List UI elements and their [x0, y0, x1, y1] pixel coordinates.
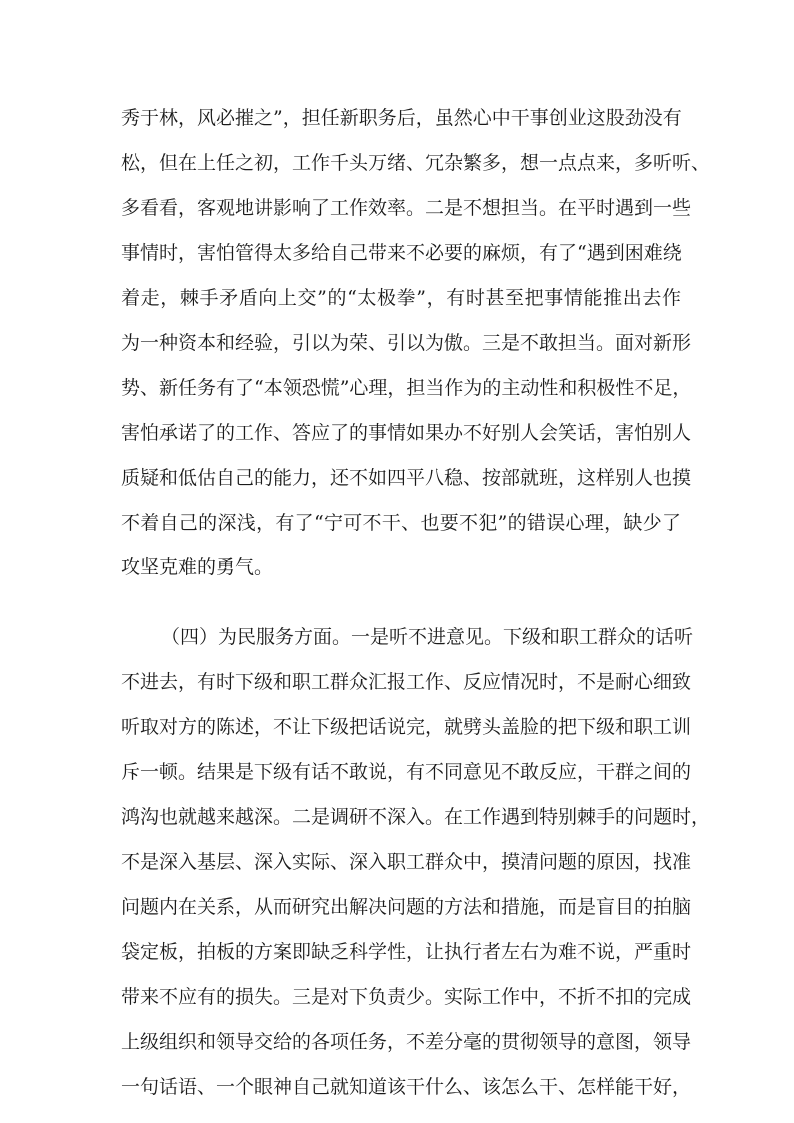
text-line: 松，但在上任之初，工作千头万绪、冗杂繁多，想一点点来，多听听、: [121, 152, 711, 174]
text-line: 着走，棘手矛盾向上交”的“太极拳”，有时甚至把事情能推出去作: [121, 287, 681, 309]
text-line: 不着自己的深浅，有了“宁可不干、也要不犯”的错误心理，缺少了: [121, 512, 681, 534]
text-line: 秀于林，风必摧之”，担任新职务后，虽然心中干事创业这股劲没有: [121, 107, 682, 129]
text-line: 上级组织和领导交给的各项任务，不差分毫的贯彻领导的意图，领导: [121, 1031, 692, 1053]
text-line: 斥一顿。结果是下级有话不敢说，有不同意见不敢反应，干群之间的: [121, 761, 692, 783]
text-line: 事情时，害怕管得太多给自己带来不必要的麻烦，有了“遇到困难绕: [121, 242, 682, 264]
text-line: 不进去，有时下级和职工群众汇报工作、反应情况时，不是耐心细致: [121, 671, 692, 693]
text-line: 带来不应有的损失。三是对下负责少。实际工作中，不折不扣的完成: [121, 986, 692, 1008]
text-line: 害怕承诺了的工作、答应了的事情如果办不好别人会笑话，害怕别人: [121, 422, 692, 444]
text-line: 多看看，客观地讲影响了工作效率。二是不想担当。在平时遇到一些: [121, 197, 692, 219]
text-line: 听取对方的陈述，不让下级把话说完，就劈头盖脸的把下级和职工训: [121, 716, 692, 738]
text-line: 不是深入基层、深入实际、深入职工群众中，摸清问题的原因，找准: [121, 851, 692, 873]
text-line: 为一种资本和经验，引以为荣、引以为傲。三是不敢担当。面对新形: [121, 332, 692, 354]
text-line: 一句话语、一个眼神自己就知道该干什么、该怎么干、怎样能干好，: [121, 1076, 692, 1098]
text-line: 质疑和低估自己的能力，还不如四平八稳、按部就班，这样别人也摸: [121, 467, 692, 489]
text-line: 鸿沟也就越来越深。二是调研不深入。在工作遇到特别棘手的问题时，: [121, 806, 711, 828]
text-line: 势、新任务有了“本领恐慌”心理，担当作为的主动性和积极性不足，: [121, 377, 692, 399]
text-line-paragraph-start: （四）为民服务方面。一是听不进意见。下级和职工群众的话听: [161, 626, 694, 648]
text-line: 袋定板，拍板的方案即缺乏科学性，让执行者左右为难不说，严重时: [121, 941, 692, 963]
text-line: 问题内在关系，从而研究出解决问题的方法和措施，而是盲目的拍脑: [121, 896, 692, 918]
text-line-paragraph-end: 攻坚克难的勇气。: [121, 556, 274, 578]
